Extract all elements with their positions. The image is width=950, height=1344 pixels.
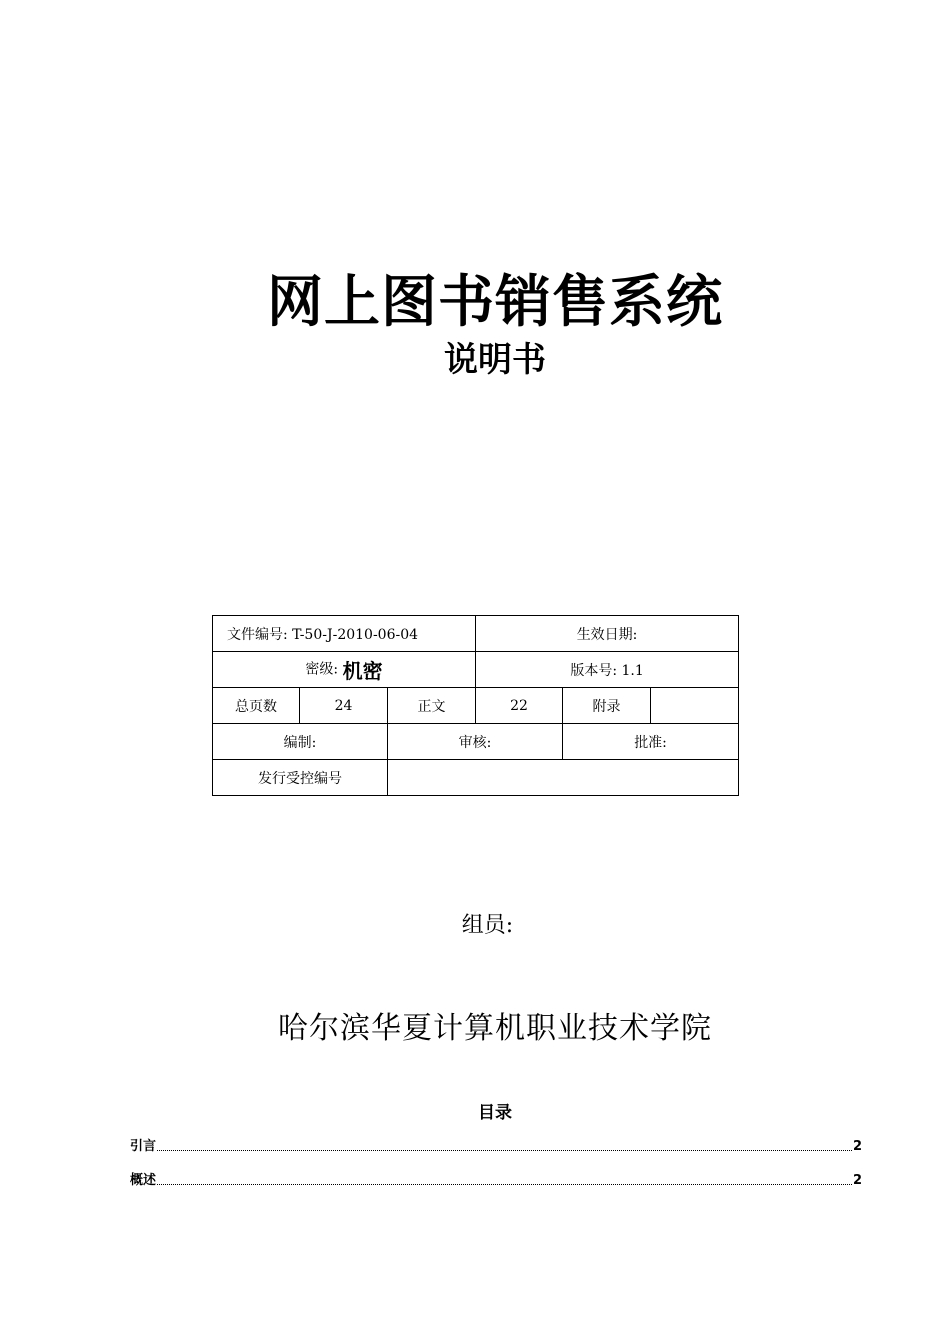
secret-level-cell <box>213 652 476 688</box>
version-cell <box>476 652 739 688</box>
table-row <box>213 688 739 724</box>
body-pages-label: 正文 <box>388 688 476 724</box>
version-value: 1.1 <box>621 662 644 679</box>
control-number-label: 发行受控编号 <box>213 760 388 796</box>
compiled-by-cell: 编制: <box>213 724 388 760</box>
table-row <box>213 760 739 796</box>
appendix-label: 附录 <box>563 688 651 724</box>
effective-date-cell <box>476 616 739 652</box>
table-row <box>213 724 739 760</box>
toc-entry-page: 2 <box>852 1173 862 1188</box>
document-info-table <box>212 615 739 796</box>
secret-level-value: 机密 <box>342 659 383 683</box>
school-name: 哈尔滨华夏计算机职业技术学院 <box>278 1011 712 1046</box>
toc-entry[interactable] <box>130 1169 862 1188</box>
toc-entry-label: 引言 <box>130 1139 157 1154</box>
members-label: 组员: <box>461 913 514 938</box>
toc-entry-page: 2 <box>852 1139 862 1154</box>
table-row <box>213 616 739 652</box>
effective-date-label: 生效日期: <box>576 626 638 643</box>
version-label: 版本号: <box>570 662 618 679</box>
control-number-value <box>388 760 739 796</box>
reviewed-by-cell: 审核: <box>388 724 563 760</box>
toc-entry[interactable] <box>130 1135 862 1154</box>
file-number-value: T-50-J-2010-06-04 <box>292 626 419 643</box>
table-row <box>213 652 739 688</box>
total-pages-label: 总页数 <box>213 688 300 724</box>
toc-entry-label: 概述 <box>130 1173 157 1188</box>
secret-level-label: 密级: <box>305 661 339 678</box>
document-title: 网上图书销售系统 <box>267 270 723 335</box>
appendix-value <box>651 688 739 724</box>
file-number-label: 文件编号: <box>227 626 288 643</box>
body-pages-value: 22 <box>476 688 563 724</box>
toc-leader-dots <box>157 1183 852 1185</box>
document-subtitle: 说明书 <box>444 340 546 380</box>
approved-by-cell: 批准: <box>563 724 739 760</box>
toc-title: 目录 <box>478 1103 512 1123</box>
total-pages-value: 24 <box>300 688 388 724</box>
file-number-cell <box>213 616 476 652</box>
toc-leader-dots <box>157 1149 852 1151</box>
